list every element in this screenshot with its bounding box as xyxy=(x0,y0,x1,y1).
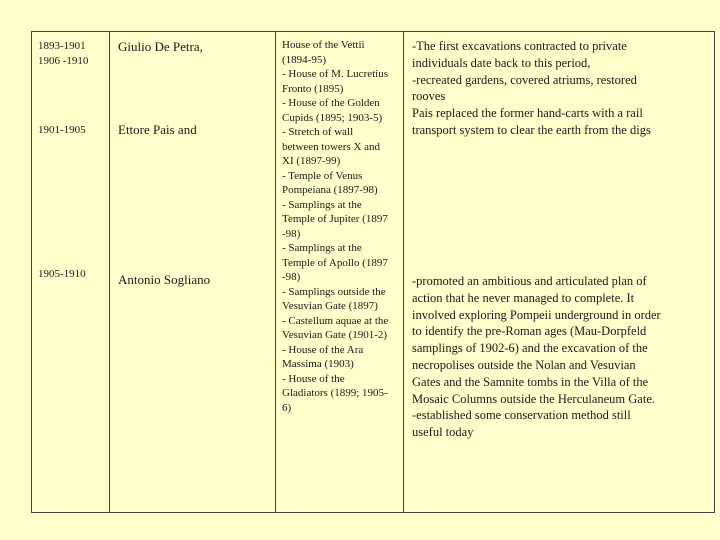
date-line: 1893-1901 xyxy=(38,40,86,52)
director-name: Giulio De Petra, xyxy=(118,39,203,54)
director-name: Ettore Pais and xyxy=(118,122,197,137)
excavation-line: Cupids (1895; 1903-5) xyxy=(282,111,383,124)
note-line: useful today xyxy=(412,425,474,440)
excavation-line: (1894-95) xyxy=(282,53,326,66)
excavation-line: - Samplings at the xyxy=(282,198,362,211)
note-line: -recreated gardens, covered atriums, restored xyxy=(412,72,637,87)
excavation-line: - Samplings outside the xyxy=(282,285,386,298)
notes-cell-top xyxy=(412,38,714,139)
excavation-line: - House of the Golden xyxy=(282,97,380,109)
excavation-line: Fronto (1895) xyxy=(282,82,344,95)
excavation-line: House of the Vettii xyxy=(282,39,365,51)
excavation-line: 6) xyxy=(282,401,292,414)
excavation-line: Gladiators (1899; 1905- xyxy=(282,387,388,399)
excavations-list xyxy=(282,38,400,415)
note-line: Pais replaced the former hand-carts with a rail xyxy=(412,106,643,121)
excavation-line: Temple of Jupiter (1897 xyxy=(282,213,388,225)
excavation-line: between towers X and xyxy=(282,140,381,153)
excavation-line: Pompeiana (1897-98) xyxy=(282,184,378,196)
column-divider xyxy=(403,32,404,512)
note-line: action that he never managed to complete. It xyxy=(412,290,635,305)
director-name: Antonio Sogliano xyxy=(118,272,211,287)
excavation-line: -98) xyxy=(282,271,301,283)
note-line: involved exploring Pompeii underground in order xyxy=(412,307,661,322)
excavation-line: - Temple of Venus xyxy=(282,169,363,182)
notes-cell-bottom xyxy=(412,273,714,441)
column-divider xyxy=(109,32,110,512)
note-line: transport system to clear the earth from the digs xyxy=(412,122,651,137)
note-line: necropolises outside the Nolan and Vesuvian xyxy=(412,357,636,372)
excavation-line: - Castellum aquae at the xyxy=(282,314,389,327)
excavation-line: Massima (1903) xyxy=(282,358,354,370)
excavation-line: - House of the xyxy=(282,372,345,385)
date-line: 1906 -1910 xyxy=(38,55,89,67)
excavation-line: - House of the Ara xyxy=(282,343,364,356)
note-line: samplings of 1902-6) and the excavation of the xyxy=(412,341,648,356)
excavation-line: XI (1897-99) xyxy=(282,155,341,167)
excavation-line: - House of M. Lucretius xyxy=(282,68,389,80)
note-line: Mosaic Columns outside the Herculaneum Gate. xyxy=(412,391,655,406)
note-line: -The first excavations contracted to private xyxy=(412,39,627,53)
note-line: rooves xyxy=(412,89,446,104)
note-line: -established some conservation method still xyxy=(412,408,631,423)
date-line: 1905-1910 xyxy=(38,268,86,280)
note-line: individuals date back to this period, xyxy=(412,55,591,70)
excavation-line: Vesuvian Gate (1897) xyxy=(282,300,378,312)
excavation-line: - Samplings at the xyxy=(282,242,362,254)
date-cell-row2 xyxy=(38,123,86,138)
date-cell-row3 xyxy=(38,267,86,282)
excavation-line: -98) xyxy=(282,227,301,240)
date-cell-row1 xyxy=(38,39,88,69)
excavation-line: Vesuvian Gate (1901-2) xyxy=(282,329,388,341)
excavation-history-table xyxy=(31,31,715,513)
note-line: -promoted an ambitious and articulated plan of xyxy=(412,274,647,288)
date-line: 1901-1905 xyxy=(38,124,86,136)
column-divider xyxy=(275,32,276,512)
excavation-line: - Stretch of wall xyxy=(282,126,354,138)
note-line: to identify the pre-Roman ages (Mau-Dorpfeld xyxy=(412,324,647,339)
note-line: Gates and the Samnite tombs in the Villa of the xyxy=(412,374,649,389)
excavation-line: Temple of Apollo (1897 xyxy=(282,256,388,269)
